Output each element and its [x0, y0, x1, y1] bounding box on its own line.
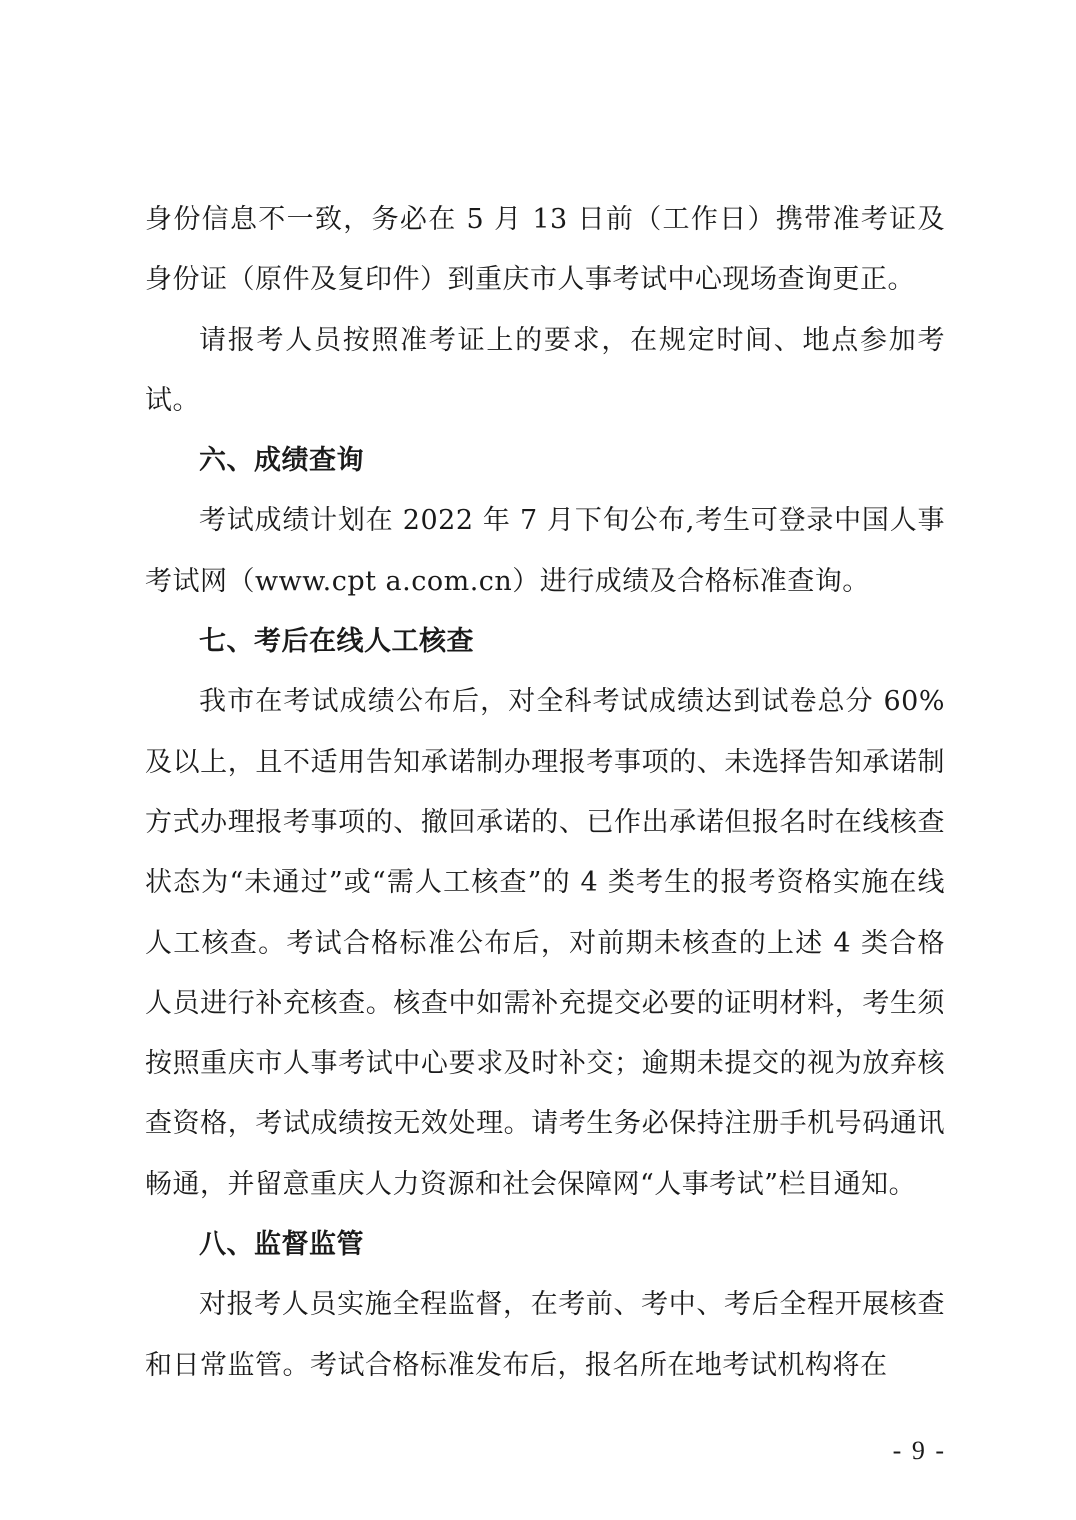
- body-paragraph: 我市在考试成绩公布后，对全科考试成绩达到试卷总分 60%及以上，且不适用告知承诺制办理报考事项的、未选择告知承诺制方式办理报考事项的、撤回承诺的、已作出承诺但报名时在线核查状态为“未通过”或“需人工核查”的 4 类考生的报考资格实施在线人工核查。考试合格标准公布后，对前期未核查的上述 4 类合格人员进行补充核查。核查中如需补充提交必要的证明材料，考生须按照重庆市人事考试中心要求及时补交；逾期未提交的视为放弃核查资格，考试成绩按无效处理。请考生务必保持注册手机号码通讯畅通，并留意重庆人力资源和社会保障网“人事考试”栏目通知。: [145, 686, 945, 1200]
- body-paragraph: 对报考人员实施全程监督，在考前、考中、考后全程开展核查和日常监管。考试合格标准发布后，报名所在地考试机构将在: [145, 1289, 945, 1381]
- section-heading-results-query: 六、成绩查询: [199, 445, 364, 477]
- body-paragraph: 请报考人员按照准考证上的要求，在规定时间、地点参加考试。: [145, 324, 945, 416]
- page-number: - 9 -: [892, 1436, 946, 1465]
- section-heading-online-review: 七、考后在线人工核查: [199, 626, 474, 658]
- document-body: [145, 190, 945, 1396]
- body-paragraph: 考试成绩计划在 2022 年 7 月下旬公布,考生可登录中国人事考试网（www.cpt a.com.cn）进行成绩及合格标准查询。: [145, 505, 945, 597]
- section-heading-supervision: 八、监督监管: [199, 1229, 364, 1261]
- continuation-paragraph: 身份信息不一致，务必在 5 月 13 日前（工作日）携带准考证及身份证（原件及复印件）到重庆市人事考试中心现场查询更正。: [145, 204, 945, 296]
